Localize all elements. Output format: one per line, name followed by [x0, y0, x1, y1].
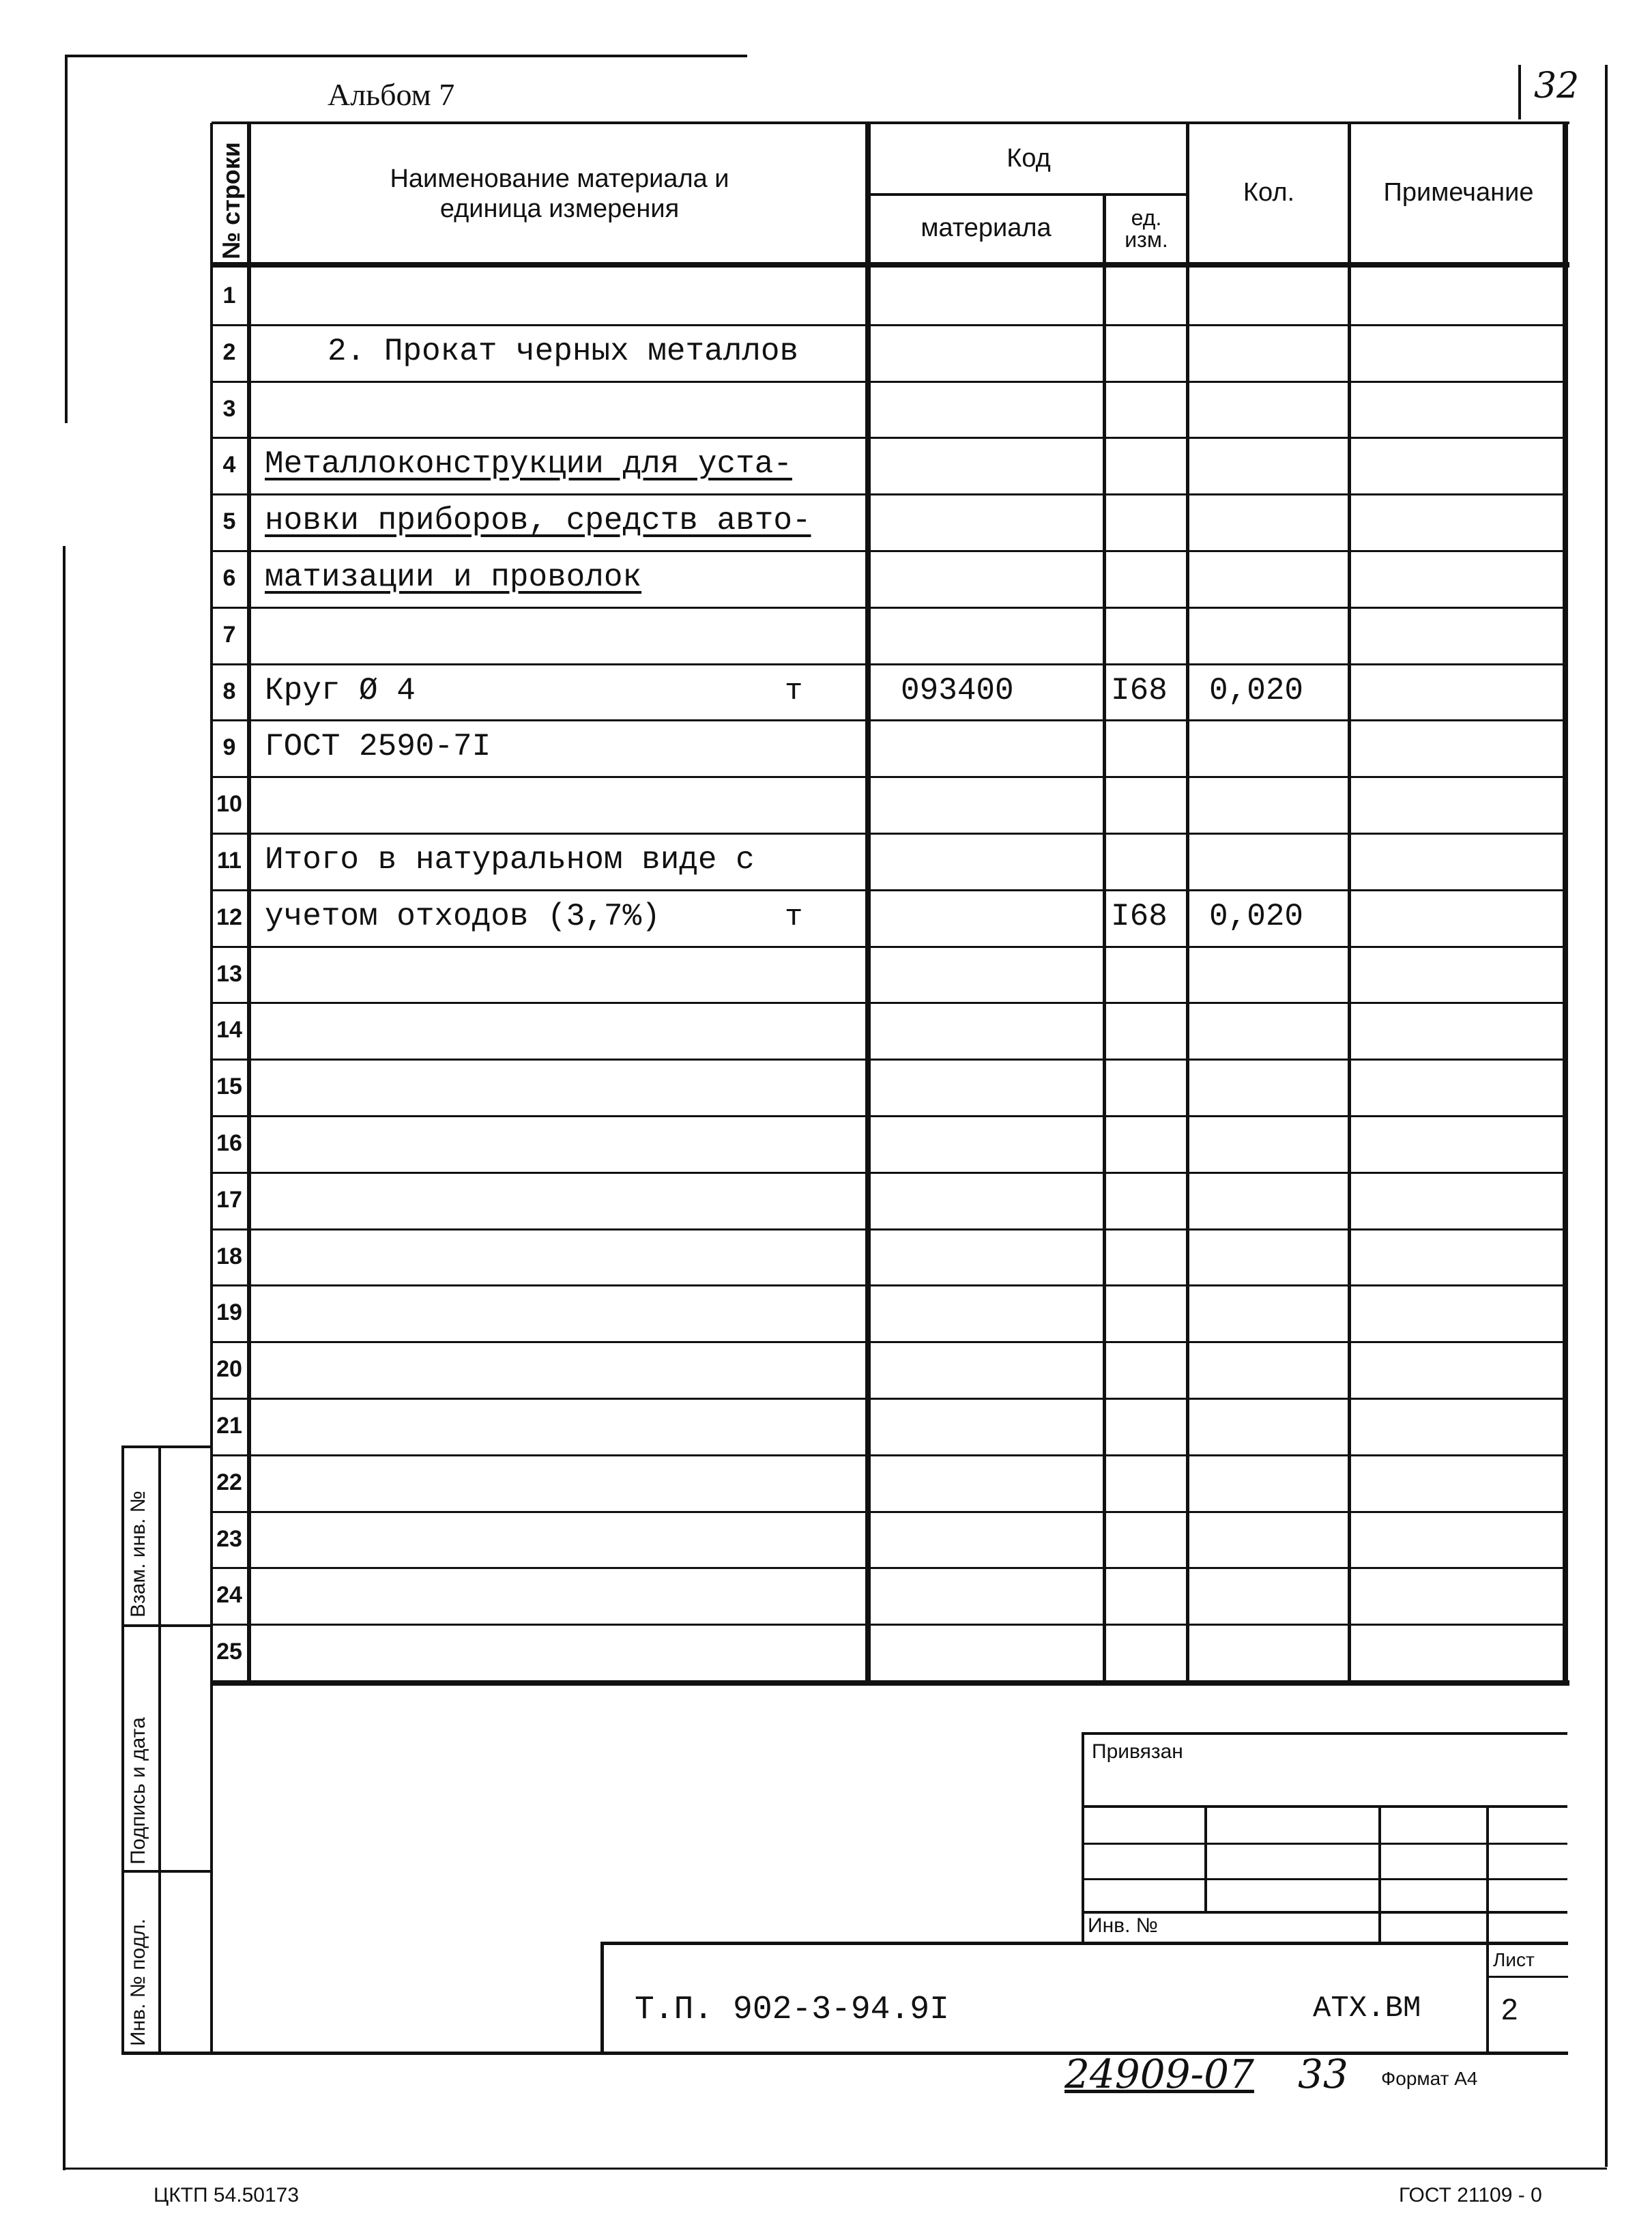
row-number: 8: [222, 678, 236, 704]
table-header: [212, 123, 1567, 266]
stamp-inv-no-label: Инв. №: [1088, 1914, 1158, 1937]
stamp-col3: [1486, 1805, 1489, 2054]
row-separator: [212, 381, 1568, 383]
sheet-label-divider: [1488, 1976, 1568, 1978]
row-number: 1: [222, 283, 236, 308]
row-separator: [212, 776, 1568, 778]
table-body-bottom: [212, 1680, 1569, 1686]
header-name-line1: Наименование материала и: [390, 164, 729, 194]
header-unit-line1: ед.: [1131, 205, 1162, 230]
row-number: 24: [216, 1582, 242, 1608]
side-col-bottom: [121, 2052, 1568, 2055]
header-unit: [1105, 195, 1187, 263]
material-name: 2. Прокат черных металлов: [328, 334, 799, 369]
material-name: матизации и проволок: [265, 560, 642, 595]
rownum-col-border: [247, 123, 251, 1686]
row-separator: [212, 1341, 1568, 1343]
material-name: Итого в натуральном виде с: [265, 842, 755, 878]
row-separator: [212, 437, 1568, 439]
row-separator: [212, 1454, 1568, 1456]
table-right-border: [1563, 123, 1568, 1686]
row-separator: [212, 550, 1568, 552]
main-stamp-left: [600, 1942, 604, 2054]
stamp-row-line4: [1082, 1911, 1567, 1914]
sheet-label: Лист: [1493, 1949, 1535, 1970]
row-number: 18: [216, 1243, 242, 1269]
row-number: 6: [222, 565, 236, 591]
unit-of-measure: т: [785, 900, 803, 934]
side-podpis-data: Подпись и дата: [127, 1717, 149, 1865]
row-number: 25: [216, 1639, 242, 1665]
row-number: 3: [222, 396, 236, 422]
row-separator: [212, 1115, 1568, 1117]
side-col-top: [121, 1445, 212, 1448]
header-unit-line2: изм.: [1125, 227, 1168, 252]
row-separator: [212, 1398, 1568, 1400]
material-name: новки приборов, средств авто-: [265, 503, 811, 538]
material-code: 093400: [901, 673, 1014, 708]
header-name-line2: единица измерения: [439, 195, 680, 223]
row-separator: [212, 607, 1568, 609]
footer-left-code: ЦКТП 54.50173: [154, 2184, 300, 2206]
side-inv-podl: Инв. № подл.: [127, 1918, 149, 2046]
row-separator: [212, 1172, 1568, 1174]
material-name: учетом отходов (3,7%): [265, 899, 661, 934]
unit-of-measure: т: [785, 674, 803, 708]
row-separator: [212, 1284, 1568, 1286]
row-number: 16: [216, 1130, 242, 1156]
page-number: 32: [1534, 66, 1580, 106]
row-number: 13: [216, 961, 242, 987]
row-separator: [212, 833, 1568, 835]
row-number: 20: [216, 1356, 242, 1382]
code-col-border: [1103, 195, 1106, 1686]
row-number: 10: [216, 791, 242, 817]
outer-border-top: [65, 55, 747, 57]
row-number: 9: [222, 734, 236, 760]
row-separator: [212, 1059, 1568, 1061]
stamp-row-line3: [1082, 1878, 1567, 1880]
doc-mark: АТХ.ВМ: [1313, 1991, 1421, 2026]
row-number: 12: [216, 904, 242, 930]
page-number-box-left: [1518, 65, 1521, 119]
row-separator: [212, 1567, 1568, 1569]
handwritten-number: 24909-07: [1064, 2051, 1254, 2097]
side-vzam-inv: Взам. инв. №: [127, 1491, 149, 1617]
unit-code: I68: [1111, 673, 1168, 708]
row-separator: [212, 1228, 1568, 1231]
row-separator: [212, 946, 1568, 948]
row-number: 15: [216, 1074, 242, 1099]
row-number: 4: [222, 452, 236, 478]
row-separator: [212, 1511, 1568, 1513]
stamp-row-line1: [1082, 1805, 1567, 1808]
header-qty: Кол.: [1243, 177, 1295, 207]
row-number: 2: [222, 339, 236, 365]
outer-border-left-lower: [63, 546, 66, 2170]
header-code: Код: [1006, 143, 1051, 173]
row-number: 21: [216, 1413, 242, 1439]
header-name: [252, 123, 867, 266]
stamp-col2: [1378, 1805, 1381, 1942]
format-label: Формат А4: [1381, 2068, 1478, 2089]
quantity: 0,020: [1209, 673, 1304, 708]
row-separator: [212, 1624, 1568, 1626]
unit-code: I68: [1111, 899, 1168, 934]
handwritten-page: 33: [1298, 2051, 1348, 2097]
row-number: 17: [216, 1187, 242, 1213]
stamp-row-line2: [1082, 1843, 1567, 1845]
row-separator: [212, 324, 1568, 326]
row-separator: [212, 719, 1568, 721]
album-title: Альбом 7: [328, 77, 455, 112]
footer-right-code: ГОСТ 21109 - 0: [1399, 2184, 1542, 2206]
material-name: Круг Ø 4: [265, 673, 416, 708]
quantity: 0,020: [1209, 899, 1304, 934]
row-separator: [212, 493, 1568, 495]
material-name: ГОСТ 2590-7I: [265, 729, 491, 764]
doc-code: Т.П. 902-3-94.9I: [635, 1991, 949, 2028]
row-number: 19: [216, 1299, 242, 1325]
side-col-sep1: [121, 1624, 212, 1627]
row-number: 7: [222, 622, 236, 648]
side-col-mid: [158, 1445, 161, 2053]
row-separator: [212, 889, 1568, 891]
row-number: 11: [217, 848, 242, 874]
side-col-left: [121, 1445, 124, 2053]
row-separator: [212, 663, 1568, 665]
header-note: Примечание: [1383, 177, 1534, 207]
stamp-privyazan-top: [1082, 1732, 1567, 1735]
sheet-number: 2: [1501, 1993, 1518, 2026]
header-row-no: № строки: [217, 142, 245, 259]
material-name: Металлоконструкции для уста-: [265, 446, 792, 482]
row-number: 22: [216, 1469, 242, 1495]
outer-border-bottom: [65, 2168, 1607, 2170]
name-col-border: [865, 123, 871, 1686]
outer-border-left: [65, 55, 68, 423]
main-stamp-top: [600, 1942, 1568, 1945]
stamp-col1: [1204, 1805, 1207, 1913]
outer-border-right: [1605, 65, 1608, 2167]
header-material: материала: [921, 214, 1052, 243]
row-separator: [212, 1002, 1568, 1004]
row-number: 5: [222, 508, 236, 534]
row-number: 23: [216, 1526, 242, 1552]
qty-col-border: [1348, 123, 1351, 1686]
row-number: 14: [216, 1017, 242, 1043]
unit-col-border: [1186, 123, 1189, 1686]
side-col-sep2: [121, 1870, 212, 1873]
stamp-privyazan-label: Привязан: [1092, 1740, 1183, 1763]
